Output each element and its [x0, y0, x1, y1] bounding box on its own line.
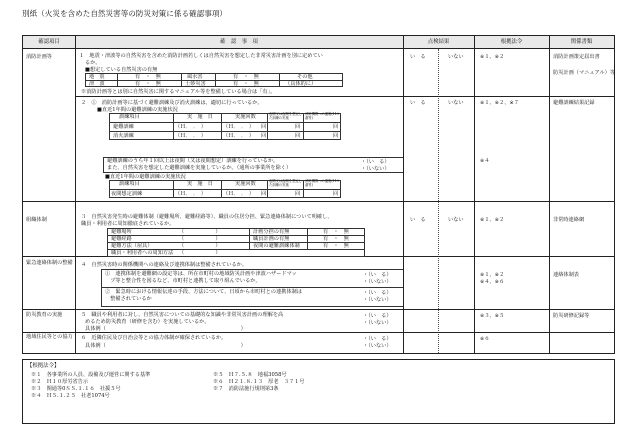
answer-no[interactable]: ・（いない）: [363, 343, 392, 349]
grid-cell[interactable]: （ ）: [179, 250, 221, 256]
table-head-cell: 実 施 日: [187, 114, 213, 120]
docs-text: 防災計画（マニュアル）等: [553, 70, 616, 76]
page-title: 別紙（火災を含めた自然災害等の防災対策に係る確認事項）: [22, 9, 228, 18]
row-divider: [75, 96, 614, 97]
grid-cell[interactable]: （ ）: [179, 243, 221, 249]
grid-cell[interactable]: 有 ・ 無: [323, 243, 349, 249]
table-cell[interactable]: 回: [333, 133, 339, 139]
item-label: 組織体制: [26, 217, 47, 223]
box-cell: その他: [297, 74, 313, 80]
box-cell: 有 ・ 無: [135, 81, 161, 87]
checklist-table: [22, 35, 615, 354]
table-cell: 消火訓練: [113, 133, 134, 139]
legend-item: ※４ Ｈ５.１.２５ 社老1074号: [31, 393, 110, 399]
example-field[interactable]: 具体例（ ）: [85, 343, 246, 349]
check-text: １ 地震・津波等の自然災害を含めた消防計画若しくは自然災害を想定した非常災害計画を別に定めてい: [79, 53, 323, 59]
table-cell[interactable]: （Ｈ． ． ）: [223, 124, 255, 130]
check-text: ３ 自然災害発生時の避難体制（避難場所、避難経路等）、職員の住居分担、緊急連絡体制について明確し、: [81, 214, 333, 220]
answer-yes[interactable]: い る: [410, 100, 426, 106]
table-cell[interactable]: 回: [261, 133, 267, 139]
row-divider: [23, 309, 614, 310]
legend-item: ※７ 消防法施行規則第3条: [213, 386, 279, 392]
basis-text: ※１、※２: [480, 54, 505, 60]
box-cell: 有 ・ 無: [233, 74, 259, 80]
answer-no[interactable]: いない: [448, 217, 464, 223]
table-head-cell: 夜間又は夜間を想定した訓練の実施: [269, 112, 302, 120]
answer-yes[interactable]: い る: [410, 54, 426, 60]
answer-no[interactable]: ・（いない）: [363, 320, 392, 326]
table-cell[interactable]: 回: [333, 124, 339, 130]
table-cell[interactable]: 回: [295, 133, 301, 139]
legal-basis-legend: [22, 359, 615, 424]
legend-title: 【根拠法令】: [27, 363, 60, 369]
table-cell[interactable]: （Ｈ． ． ）: [223, 191, 255, 197]
col-divider: [403, 36, 404, 353]
check-text: また、自然災害を想定した避難訓練を実施しているか。（通所の事業所を除く）: [107, 165, 292, 171]
answer-no[interactable]: ・（いない）: [361, 166, 390, 172]
table-cell[interactable]: 回: [261, 191, 267, 197]
grid-cell: 職員・利用者への周知方法: [111, 250, 174, 256]
grid-cell[interactable]: 有 ・ 無: [323, 236, 349, 242]
check-text: めるため防災教育（研修を含む）を実施しているか。: [85, 319, 210, 325]
box-cell: 地 震: [89, 74, 105, 80]
table-head-cell: 消防機関への通報(119番等): [305, 179, 339, 187]
basis-text: ※４、※６: [480, 279, 505, 285]
box-cell: （具体的に）: [285, 81, 317, 87]
header-result: 点検結果: [427, 39, 450, 46]
check-text: 整備されているか: [105, 296, 152, 302]
answer-yes[interactable]: ・（い る）: [363, 313, 392, 319]
table-cell[interactable]: （Ｈ． ． ）: [175, 124, 207, 130]
basis-text: ※６: [480, 336, 490, 342]
col-divider: [549, 36, 550, 353]
table-cell[interactable]: （Ｈ． ． ）: [223, 133, 255, 139]
answer-yes[interactable]: ・（い る）: [363, 336, 392, 342]
box-cell: 有 ・ 無: [135, 74, 161, 80]
legend-item: ※２ Ｈ１０厚労省告示: [31, 379, 89, 385]
col-divider: [75, 36, 76, 353]
check-text: プ等と整合性を図るなど、市町村と連携して取り組んでいるか。: [105, 278, 261, 284]
check-text: ２ ① 消防計画等に基づく避難訓練及び消火訓練は、適切に行っているか。: [81, 100, 263, 106]
grid-cell: 避難経路: [111, 236, 132, 242]
grid-cell[interactable]: 有 ・ 無: [323, 229, 349, 235]
table-head-cell: 実施回数: [235, 114, 256, 120]
basis-text: ※１、※２: [480, 272, 505, 278]
check-text: ４ 自然災害時の関係機関への連絡及び連携体制は整備されているか。: [81, 262, 248, 268]
box-cell: 土砂災害: [185, 81, 206, 87]
box-cell: 風水害: [187, 74, 203, 80]
docs-text: 非常時連絡網: [553, 217, 585, 223]
answer-no[interactable]: いない: [448, 100, 464, 106]
table-cell[interactable]: （Ｈ． ． ）: [175, 191, 207, 197]
col-divider: [474, 36, 475, 353]
header-item: 確認項目: [38, 39, 60, 46]
check-text: 職員・利用者に周知徹底されているか。: [81, 221, 175, 227]
answer-yes[interactable]: ・（い る）: [363, 272, 392, 278]
grid-cell: 避難場所: [111, 229, 132, 235]
answer-yes[interactable]: い る: [410, 217, 426, 223]
basis-text: ※３、※５: [480, 313, 505, 319]
basis-text: ※４: [480, 158, 490, 164]
item-label: 緊急連絡体制の整備: [26, 260, 73, 266]
table-cell: 夜間想定訓練: [111, 191, 143, 197]
legend-item: ※５ Ｈ７.５.８ 地福3058号: [213, 372, 287, 378]
answer-yes[interactable]: ・（い る）: [361, 159, 390, 165]
answer-no[interactable]: ・（いない）: [363, 279, 392, 285]
item-label: 地域住民等との協力: [26, 334, 73, 340]
item-label: 防災教育の実施: [26, 312, 63, 318]
grid-cell: 計画分担の有無: [253, 229, 290, 235]
example-field[interactable]: 具体例（ ）: [85, 326, 246, 332]
header-docs: 関係書類: [570, 39, 593, 46]
box-title: ■直近1年間の避難訓練の実施状況: [97, 107, 178, 113]
item-label: 消防計画等: [26, 54, 52, 60]
table-head-cell: 実 施 日: [187, 181, 213, 187]
note-text: ※消防計画等とは別に自然災害に関するマニュアル等を整備している場合は「有」。: [81, 89, 276, 95]
table-cell[interactable]: （Ｈ． ． ）: [175, 133, 207, 139]
box-cell: 有 ・ 無: [233, 81, 259, 87]
grid-cell: 職員計画の有無: [253, 236, 290, 242]
answer-no[interactable]: ・（いない）: [363, 297, 392, 303]
grid-cell[interactable]: （ ）: [179, 236, 221, 242]
box-cell: 津 波: [89, 81, 105, 87]
docs-text: 防災研修記録等: [553, 313, 590, 319]
box-title: ■直近1年間の避難訓練の実施状況: [105, 174, 186, 180]
table-head-cell: 訓練項目: [119, 114, 140, 120]
header-check: 確 認 事 項: [220, 39, 258, 46]
check-text: ６ 近隣住民及び自治会等との協力体制が確保されているか。: [81, 335, 227, 341]
grid-cell: 避難方法（屋具）: [111, 243, 153, 249]
check-text: ① 連携体制を避難網の設定等は、所在市町村の地域防災計画や津波ハザードマッ: [105, 271, 297, 277]
check-text: 避難訓練のうち年１回以上は夜間（又は夜間想定）訓練を行っているか。: [107, 158, 279, 164]
table-cell[interactable]: 回: [295, 124, 301, 130]
check-text: ② 緊急時における情報伝達の手段、方法について、日頃から市町村との連携体制は: [105, 289, 302, 295]
table-cell: 避難訓練: [113, 124, 134, 130]
legend-item: ※６ Ｈ２１.８.１３ 厚老 ３７１号: [213, 379, 305, 385]
header-basis: 根拠法令: [500, 39, 523, 46]
row-divider: [23, 201, 614, 202]
table-head-cell: 実施回数: [235, 181, 256, 187]
table-cell[interactable]: 回: [295, 191, 301, 197]
docs-text: 消防計画策定届出書: [553, 54, 600, 60]
basis-text: ※１、※２: [480, 217, 505, 223]
docs-text: 連絡体制表: [553, 272, 579, 278]
box-title: ■想定している自然災害の有無: [85, 67, 158, 73]
table-head-cell: 夜間又は夜間を想定した訓練の実施: [269, 179, 302, 187]
grid-cell: 夜間の避難訓練体制: [253, 243, 300, 249]
answer-no[interactable]: いない: [448, 54, 464, 60]
table-head-cell: 訓練項目: [119, 181, 140, 187]
table-head-cell: 消防機関への通報(119番等): [305, 112, 339, 120]
basis-text: ※１、※２、※７: [480, 100, 519, 106]
table-cell[interactable]: 回: [261, 124, 267, 130]
table-cell[interactable]: 回: [333, 191, 339, 197]
legend-item: ※１ 各事業所の人員、設備及び運営に関する基準: [31, 372, 151, 378]
docs-text: 避難訓練結果記録: [553, 100, 595, 106]
answer-yes[interactable]: ・（い る）: [363, 290, 392, 296]
legend-item: ※３ 関通等0ＳＳ.１.１６ 社援５号: [31, 386, 121, 392]
grid-cell[interactable]: （ ）: [179, 229, 221, 235]
check-text: ５ 職員や利用者に対し、自然災害についての基礎的な知識や非常災害計画の理解を高: [81, 312, 284, 318]
check-text: るか。: [85, 60, 101, 66]
